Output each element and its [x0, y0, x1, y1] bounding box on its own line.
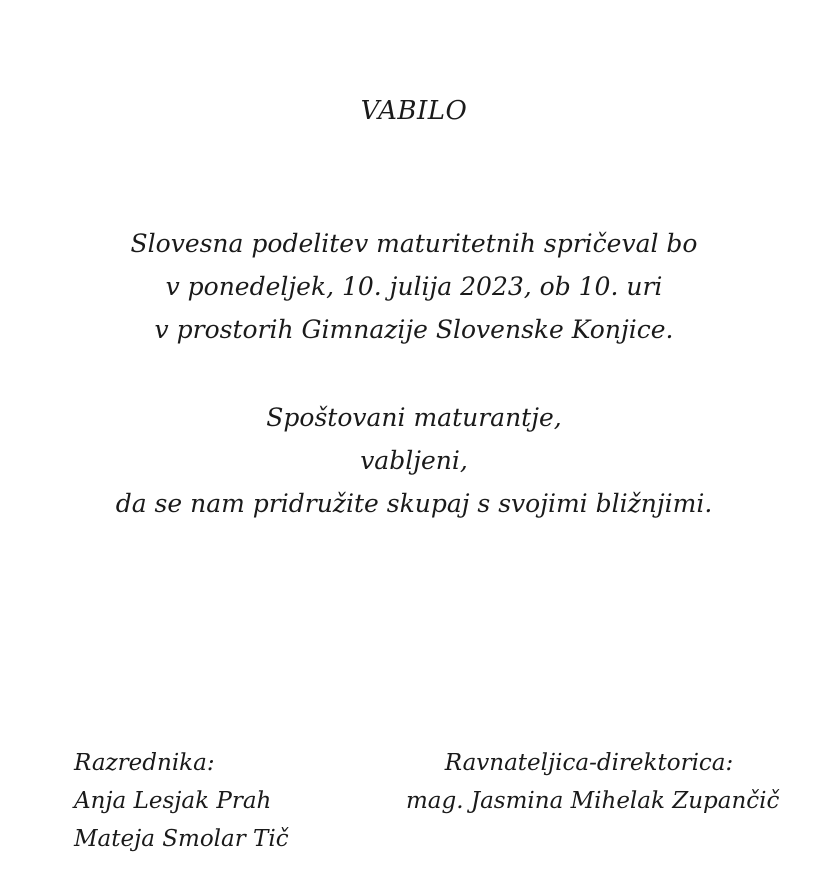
signature-role: Ravnateljica-direktorica: [444, 750, 734, 776]
signature-name: Mateja Smolar Tič [74, 826, 289, 852]
signature-name: Anja Lesjak Prah [74, 788, 272, 814]
announcement-line: v ponedeljek, 10. julija 2023, ob 10. uri [165, 272, 663, 301]
signature-role: Razrednika: [74, 750, 215, 776]
class-teachers-signature [74, 744, 289, 858]
principal-signature [406, 744, 780, 820]
announcement-line: Slovesna podelitev maturitetnih spričeval bo [130, 229, 698, 258]
signature-name: mag. Jasmina Mihelak Zupančič [406, 788, 780, 814]
invitation-block [0, 396, 828, 525]
invitation-line: vabljeni, [360, 446, 468, 475]
invitation-line: Spoštovani maturantje, [266, 403, 562, 432]
announcement-block [0, 222, 828, 351]
invitation-line: da se nam pridružite skupaj s svojimi bližnjimi. [115, 489, 713, 518]
announcement-line: v prostorih Gimnazije Slovenske Konjice. [154, 315, 674, 344]
document-title: VABILO [360, 96, 468, 126]
